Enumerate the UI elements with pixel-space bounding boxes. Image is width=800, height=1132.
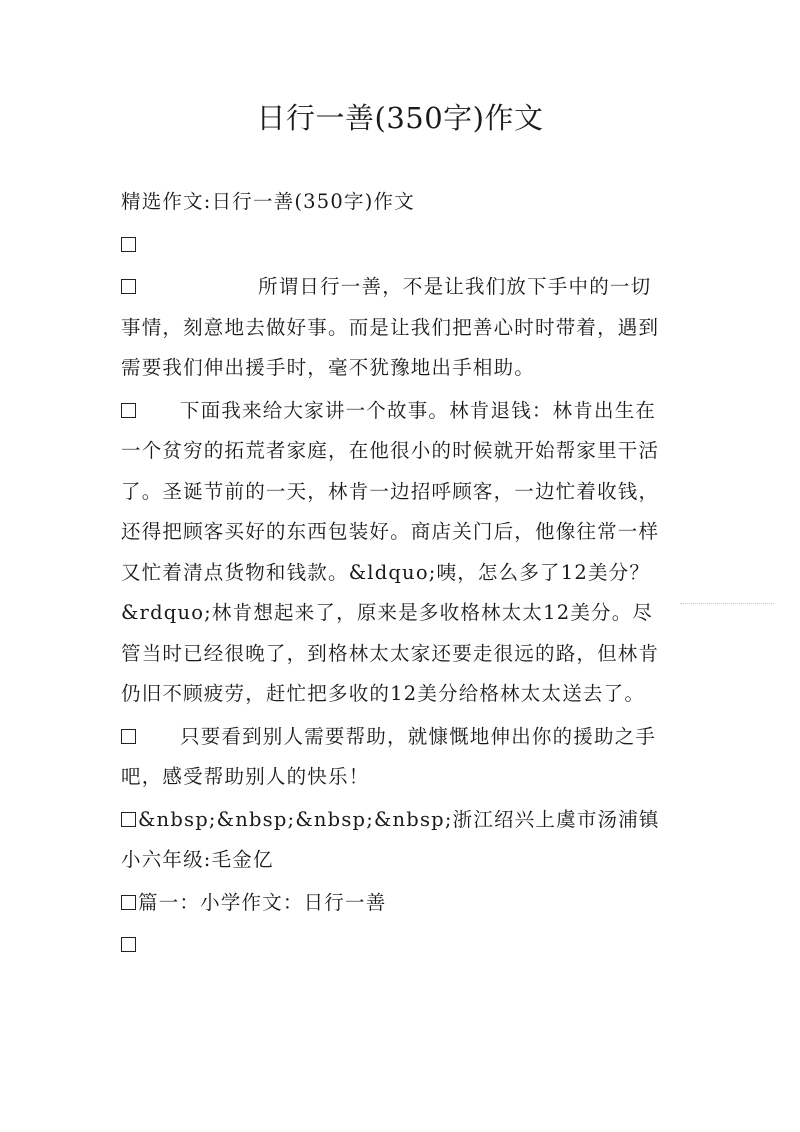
document-body — [121, 182, 671, 966]
author-line — [121, 800, 671, 881]
paragraph-text: 下面我来给大家讲一个故事。林肯退钱：林肯出生在一个贫穷的拓荒者家庭，在他很小的时候就开始帮家里干活了。圣诞节前的一天，林肯一边招呼顾客，一边忙着收钱，还得把顾客买好的东西包装好。商店关门后，他像往常一样又忙着清点货物和钱款。&ldquo;咦，怎么多了12美分？&rdquo;林肯想起来了，原来是多收格林太太12美分。尽管当时已经很晚了，到格林太太家还要走很远的路，但林肯仍旧不顾疲劳，赶忙把多收的12美分给格林太太送去了。 — [121, 398, 660, 705]
placeholder-box-icon — [121, 279, 136, 294]
subtitle-line: 精选作文:日行一善(350字)作文 — [121, 190, 415, 213]
empty-paragraph — [121, 925, 671, 966]
paragraph-text: 所谓日行一善，不是让我们放下手中的一切事情，刻意地去做好事。而是让我们把善心时时带着，遇到需要我们伸出援手时，毫不犹豫地出手相助。 — [121, 275, 660, 379]
section-heading — [121, 883, 671, 924]
section-heading-text: 篇一：小学作文：日行一善 — [138, 890, 387, 914]
author-text: &nbsp;&nbsp;&nbsp;&nbsp;浙江绍兴上虞市汤浦镇小六年级:毛金亿 — [121, 807, 660, 871]
placeholder-box-icon — [121, 812, 136, 827]
placeholder-box-icon — [121, 729, 136, 744]
paragraph-text: 只要看到别人需要帮助，就慷慨地伸出你的援助之手吧，感受帮助别人的快乐！ — [121, 724, 657, 788]
paragraph-3 — [121, 717, 671, 798]
placeholder-box-icon — [121, 895, 136, 910]
placeholder-box-icon — [121, 403, 136, 418]
paragraph-1 — [121, 267, 671, 389]
page-title: 日行一善(350字)作文 — [256, 101, 544, 135]
paragraph-2 — [121, 391, 671, 715]
placeholder-box-icon — [121, 937, 136, 952]
empty-paragraph — [121, 225, 671, 266]
dotted-divider — [680, 603, 774, 604]
placeholder-box-icon — [121, 237, 136, 252]
